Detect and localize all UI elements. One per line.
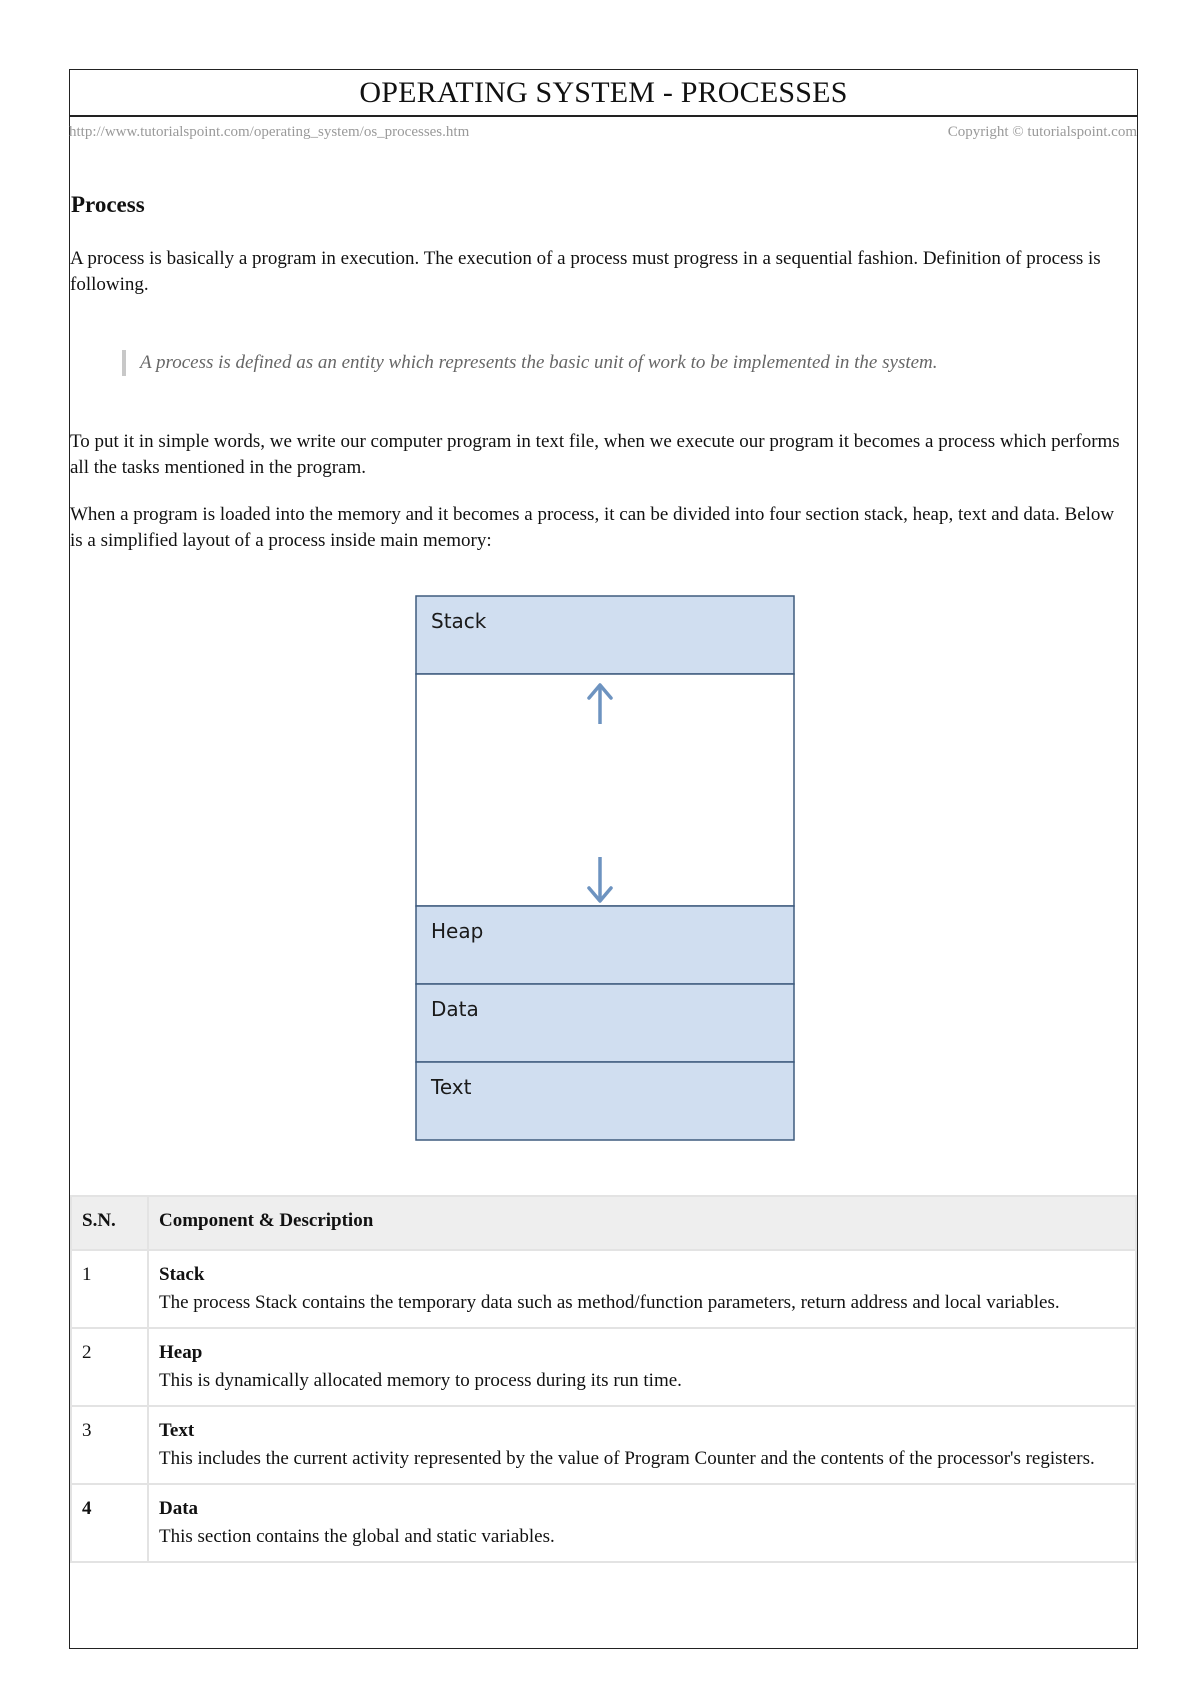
component-description: This includes the current activity represented by the value of Program Counter and the contents of the processor's registers.	[159, 1448, 1095, 1469]
component-name: Data	[159, 1498, 199, 1519]
sn-header: S.N.	[71, 1196, 148, 1250]
free-space-section	[416, 674, 794, 906]
data-label: Data	[431, 997, 479, 1021]
component-header: Component & Description	[148, 1196, 1136, 1250]
row-content	[148, 1406, 1136, 1484]
component-table	[70, 1195, 1137, 1563]
row-sn: 4	[71, 1484, 148, 1562]
component-description: This section contains the global and static variables.	[159, 1526, 555, 1547]
heap-label: Heap	[431, 919, 484, 943]
table-row	[71, 1328, 1136, 1406]
table-row	[71, 1250, 1136, 1328]
page-title: OPERATING SYSTEM - PROCESSES	[359, 76, 848, 109]
stack-section	[416, 596, 794, 674]
component-name: Heap	[159, 1342, 203, 1363]
section-heading: Process	[71, 192, 145, 217]
table-row	[71, 1484, 1136, 1562]
row-content	[148, 1328, 1136, 1406]
page-url[interactable]: http://www.tutorialspoint.com/operating_system/os_processes.htm	[69, 124, 470, 140]
explanation-paragraph: To put it in simple words, we write our computer program in text file, when we execute our program it becomes a process which performs all the tasks mentioned in the program.	[70, 431, 1120, 478]
stack-label: Stack	[431, 609, 487, 633]
row-sn: 2	[71, 1328, 148, 1406]
row-sn: 3	[71, 1406, 148, 1484]
intro-paragraph: A process is basically a program in execution. The execution of a process must progress in a sequential fashion. Definition of process is following.	[70, 248, 1101, 295]
table-row	[71, 1406, 1136, 1484]
text-label: Text	[431, 1075, 472, 1099]
definition-quote: A process is defined as an entity which represents the basic unit of work to be implemented in the system.	[122, 350, 938, 376]
memory-layout-paragraph: When a program is loaded into the memory and it becomes a process, it can be divided into four section stack, heap, text and data. Below is a simplified layout of a process inside main memory:	[70, 504, 1115, 551]
component-name: Text	[159, 1420, 195, 1441]
row-content	[148, 1484, 1136, 1562]
component-description: The process Stack contains the temporary data such as method/function parameters, return address and local variables.	[159, 1292, 1060, 1313]
component-name: Stack	[159, 1264, 205, 1285]
row-content	[148, 1250, 1136, 1328]
data-section	[416, 984, 794, 1062]
table-header-row	[71, 1196, 1136, 1250]
row-sn: 1	[71, 1250, 148, 1328]
text-section	[416, 1062, 794, 1140]
copyright-notice: Copyright © tutorialspoint.com	[947, 124, 1137, 140]
component-description: This is dynamically allocated memory to process during its run time.	[159, 1370, 682, 1391]
heap-section	[416, 906, 794, 984]
